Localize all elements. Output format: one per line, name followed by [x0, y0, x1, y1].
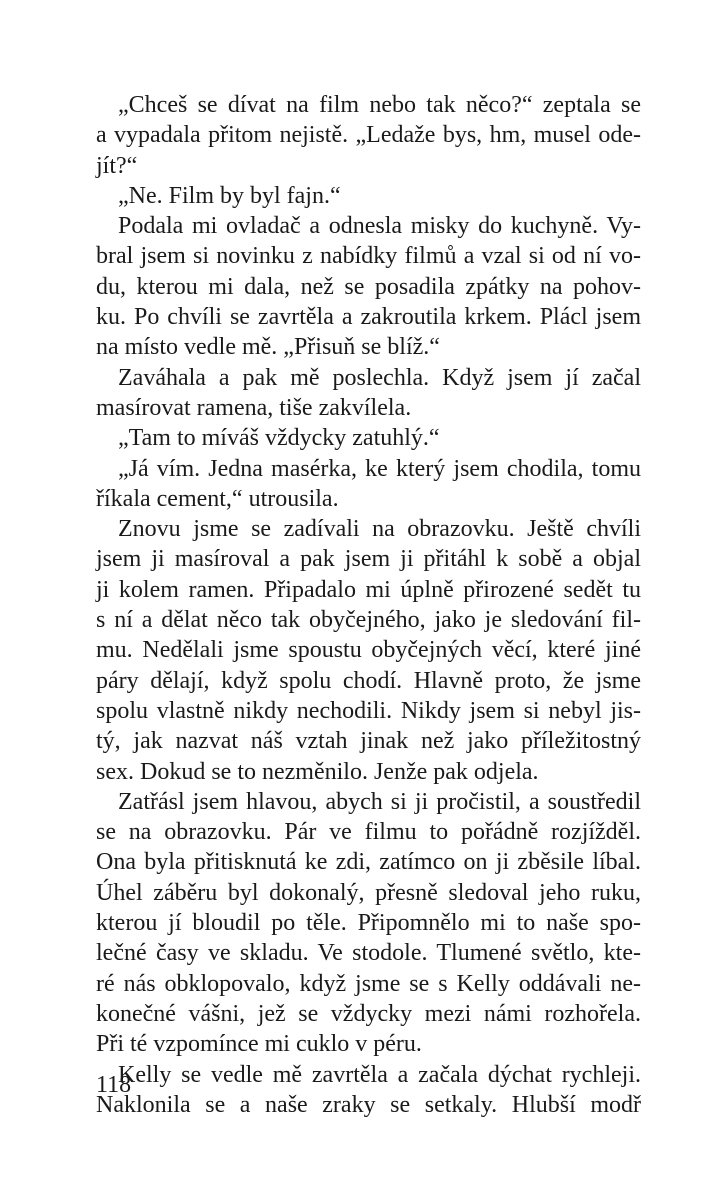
text-line: „Tam to míváš vždycky zatuhlý.“ [118, 425, 440, 452]
text-line: na místo vedle mě. „Přisuň se blíž.“ [96, 334, 440, 361]
text-line: se na obrazovku. Pár ve filmu to pořádně rozjížděl. [96, 819, 641, 846]
text-line: konečné vášni, jež se vždycky mezi námi rozhořela. [96, 1000, 641, 1027]
text-line: páry dělají, když spolu chodí. Hlavně proto, že jsme [96, 667, 641, 694]
text-line: jít?“ [96, 152, 138, 179]
text-line: Kelly se vedle mě zavrtěla a začala dýchat rychleji. [118, 1061, 641, 1088]
text-line: tý, jak nazvat náš vztah jinak než jako příležitostný [96, 728, 641, 755]
text-line: jsem ji masíroval a pak jsem ji přitáhl k sobě a objal [96, 546, 641, 573]
text-line: sex. Dokud se to nezměnilo. Jenže pak odjela. [96, 758, 539, 785]
text-line: ré nás obklopovalo, když jsme se s Kelly oddávali ne- [96, 970, 641, 997]
text-line: a vypadala přitom nejistě. „Ledaže bys, hm, musel ode- [96, 122, 641, 149]
text-line: mu. Nedělali jsme spoustu obyčejných věcí, které jiné [96, 637, 641, 664]
text-line: lečné časy ve skladu. Ve stodole. Tlumené světlo, kte- [96, 940, 641, 967]
text-line: Podala mi ovladač a odnesla misky do kuchyně. Vy- [118, 213, 641, 240]
page-number: 118 [96, 1072, 132, 1098]
text-line: bral jsem si novinku z nabídky filmů a vzal si od ní vo- [96, 243, 641, 270]
text-line: Naklonila se a naše zraky se setkaly. Hlubší modř [96, 1091, 641, 1118]
text-line: říkala cement,“ utrousila. [96, 485, 339, 512]
text-line: Při té vzpomínce mi cuklo v péru. [96, 1031, 422, 1058]
text-line: ji kolem ramen. Připadalo mi úplně přirozené sedět tu [96, 576, 641, 603]
text-line: „Chceš se dívat na film nebo tak něco?“ zeptala se [118, 92, 641, 118]
text-line: Ona byla přitisknutá ke zdi, zatímco on ji zběsile líbal. [96, 849, 641, 876]
body-text [96, 90, 641, 1120]
text-line: Zatřásl jsem hlavou, abych si ji pročistil, a soustředil [118, 788, 641, 815]
text-line: Zaváhala a pak mě poslechla. Když jsem jí začal [118, 364, 641, 391]
text-line: ku. Po chvíli se zavrtěla a zakroutila krkem. Plácl jsem [96, 304, 641, 331]
text-line: „Já vím. Jedna masérka, ke který jsem chodila, tomu [118, 455, 641, 482]
text-line: du, kterou mi dala, než se posadila zpátky na pohov- [96, 273, 641, 300]
text-line: „Ne. Film by byl fajn.“ [118, 182, 341, 209]
text-line: kterou jí bloudil po těle. Připomnělo mi to naše spo- [96, 910, 641, 937]
text-line: spolu vlastně nikdy nechodili. Nikdy jsem si nebyl jis- [96, 697, 641, 724]
text-line: masírovat ramena, tiše zakvílela. [96, 394, 412, 421]
text-line: s ní a dělat něco tak obyčejného, jako je sledování fil- [96, 607, 641, 634]
text-line: Úhel záběru byl dokonalý, přesně sledoval jeho ruku, [96, 879, 641, 906]
text-line: Znovu jsme se zadívali na obrazovku. Ještě chvíli [118, 516, 641, 543]
